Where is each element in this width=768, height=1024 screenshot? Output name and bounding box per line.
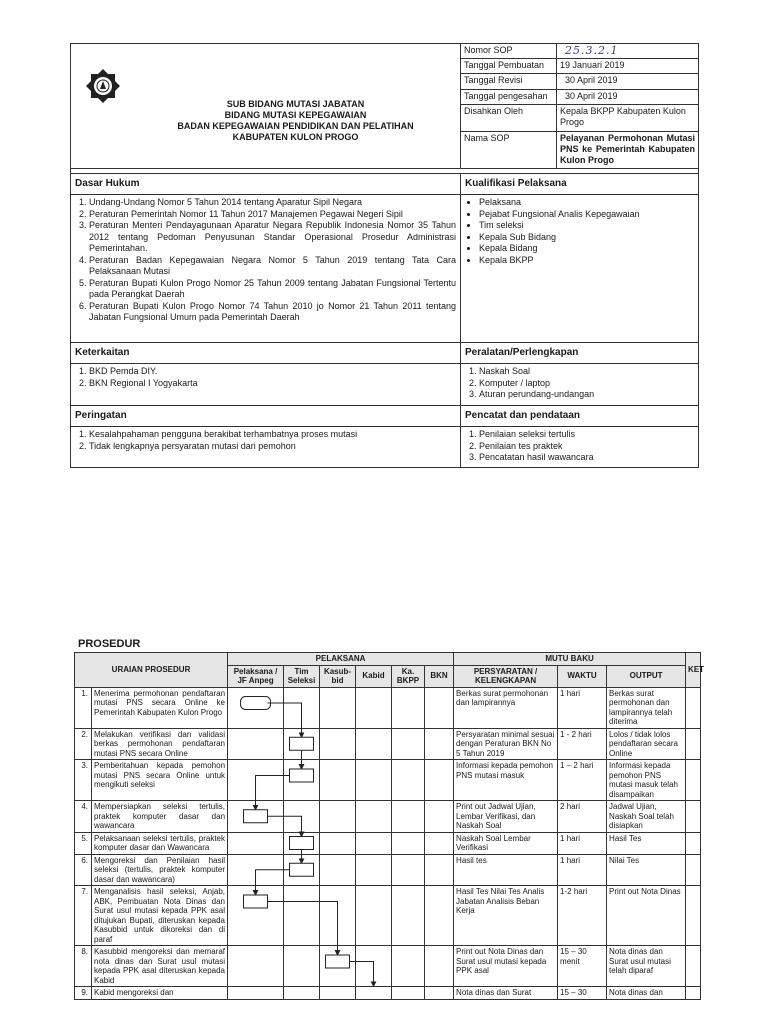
table-row <box>75 687 701 728</box>
lane-cell <box>284 854 320 886</box>
list-item: • Kepala BKPP <box>479 255 694 267</box>
lane-cell <box>228 728 284 760</box>
lane-cell <box>425 760 454 801</box>
col-lane-kasubbid: Kasub-bid <box>320 665 356 687</box>
lane-cell <box>356 946 392 987</box>
field-value-nomor: 25.3.2.1 <box>557 44 699 59</box>
lane-cell <box>284 801 320 833</box>
step-output: Berkas surat permohonan dan lampirannya telah diterima <box>607 687 686 728</box>
lane-cell <box>425 886 454 946</box>
prosedur-title: PROSEDUR <box>78 638 141 650</box>
keterkaitan-list <box>75 366 456 389</box>
step-waktu: 1-2 hari <box>558 886 607 946</box>
step-ket <box>686 854 701 886</box>
field-value-pembuatan: 19 Januari 2019 <box>557 59 699 74</box>
lane-cell <box>392 946 425 987</box>
step-ket <box>686 760 701 801</box>
step-ket <box>686 946 701 987</box>
table-row <box>75 801 701 833</box>
lane-cell <box>320 760 356 801</box>
list-item: 3. Aturan perundang-undangan <box>479 389 694 401</box>
table-row <box>75 987 701 1000</box>
lane-cell <box>425 832 454 854</box>
kualifikasi-list <box>465 197 694 266</box>
step-description: Mempersiapkan seleksi tertulis, praktek komputer dasar dan wawancara <box>92 801 228 833</box>
lane-cell <box>320 886 356 946</box>
lane-cell <box>284 760 320 801</box>
lane-cell <box>392 987 425 1000</box>
step-ket <box>686 886 701 946</box>
lane-cell <box>284 832 320 854</box>
step-description: Kabid mengoreksi dan <box>92 987 228 1000</box>
title-line-2: BIDANG MUTASI KEPEGAWAIAN <box>224 109 367 120</box>
step-waktu: 15 – 30 <box>558 987 607 1000</box>
table-row <box>75 946 701 987</box>
list-item: 6. Peraturan Bupati Kulon Progo Nomor 74 Tahun 2010 jo Nomor 21 Tahun 2011 tentang Jabatan Fungsional Umum pada Pemerintah Daerah <box>89 301 456 324</box>
step-number: 2. <box>75 728 92 760</box>
pencatatan-list <box>465 429 694 464</box>
lane-cell <box>356 687 392 728</box>
list-item: 4. Peraturan Badan Kepegawaian Negara Nomor 5 Tahun 2019 tentang Tata Cara Pelaksanaan Mutasi <box>89 255 456 278</box>
step-ket <box>686 687 701 728</box>
col-pelaksana: PELAKSANA <box>228 653 454 666</box>
lane-cell <box>228 687 284 728</box>
step-number: 6. <box>75 854 92 886</box>
step-persyaratan: Persyaratan minimal sesuai dengan Peraturan BKN No 5 Tahun 2019 <box>454 728 558 760</box>
table-row <box>75 854 701 886</box>
lane-cell <box>228 987 284 1000</box>
list-item: • Pelaksana <box>479 197 694 209</box>
field-label-nomor: Nomor SOP <box>461 44 557 59</box>
list-item: 2. Penilaian tes praktek <box>479 441 694 453</box>
lane-cell <box>320 832 356 854</box>
peralatan-body <box>461 364 699 406</box>
step-output: Lolos / tidak lolos pendaftaran secara Online <box>607 728 686 760</box>
step-persyaratan: Hasil Tes Nilai Tes Analis Jabatan Analisis Beban Kerja <box>454 886 558 946</box>
step-ket <box>686 728 701 760</box>
list-item: 2. Tidak lengkapnya persyaratan mutasi dari pemohon <box>89 441 456 453</box>
step-description: Mengoreksi dan Penilaian hasil seleksi (tertulis, praktek komputer dasar dan wawancara) <box>92 854 228 886</box>
lane-cell <box>284 886 320 946</box>
lane-cell <box>425 728 454 760</box>
step-description: Pemberitahuan kepada pemohon mutasi PNS secara Online untuk mengikuti seleksi <box>92 760 228 801</box>
col-lane-pelaksana: Pelaksana / JF Anpeg <box>228 665 284 687</box>
field-label-revisi: Tanggal Revisi <box>461 74 557 89</box>
step-waktu: 1 hari <box>558 687 607 728</box>
lane-cell <box>320 687 356 728</box>
field-value-disahkan: Kepala BKPP Kabupaten Kulon Progo <box>557 104 699 131</box>
lane-cell <box>228 854 284 886</box>
lane-cell <box>356 854 392 886</box>
peringatan-body <box>71 427 461 468</box>
lane-cell <box>228 886 284 946</box>
step-persyaratan: Hasil tes <box>454 854 558 886</box>
lane-cell <box>356 832 392 854</box>
step-ket <box>686 801 701 833</box>
step-number: 4. <box>75 801 92 833</box>
step-description: Pelaksanaan seleksi tertulis, praktek komputer dasar dan Wawancara <box>92 832 228 854</box>
step-persyaratan: Print out Jadwal Ujian, Lembar Verifikasi, dan Naskah Soal <box>454 801 558 833</box>
step-number: 3. <box>75 760 92 801</box>
list-item: 2. BKN Regional I Yogyakarta <box>89 378 456 390</box>
lane-cell <box>320 946 356 987</box>
field-label-nama-sop: Nama SOP <box>461 132 557 169</box>
title-line-1: SUB BIDANG MUTASI JABATAN <box>226 98 365 109</box>
lane-cell <box>392 886 425 946</box>
step-waktu: 1 hari <box>558 832 607 854</box>
step-waktu: 1 – 2 hari <box>558 760 607 801</box>
title-line-4: KABUPATEN KULON PROGO <box>232 131 359 142</box>
step-number: 7. <box>75 886 92 946</box>
list-item: 1. Undang-Undang Nomor 5 Tahun 2014 tentang Aparatur Sipil Negara <box>89 197 456 209</box>
lane-cell <box>392 760 425 801</box>
lane-cell <box>425 946 454 987</box>
kualifikasi-body <box>461 195 699 343</box>
prosedur-section <box>74 638 705 1024</box>
keterkaitan-body <box>71 364 461 406</box>
dasar-hukum-list <box>75 197 456 324</box>
lane-cell <box>392 801 425 833</box>
prosedur-body <box>75 687 701 999</box>
lane-cell <box>284 687 320 728</box>
list-item: 2. Komputer / laptop <box>479 378 694 390</box>
list-item: 3. Pencatatan hasil wawancara <box>479 452 694 464</box>
step-output: Hasil Tes <box>607 832 686 854</box>
list-item: 1. BKD Pemda DIY. <box>89 366 456 378</box>
lane-cell <box>425 687 454 728</box>
pencatatan-body <box>461 427 699 468</box>
step-description: Menganalisis hasil seleksi, Anjab, ABK, Pembuatan Nota Dinas dan Surat usul mutasi kepada PPK asal ditujukan Bupati, diteruskan kepada Kasubbid untuk dikoreksi dan di paraf <box>92 886 228 946</box>
lane-cell <box>228 760 284 801</box>
step-description: Melakukan verifikasi dan validasi berkas permohonan pendaftaran mutasi PNS secara Online <box>92 728 228 760</box>
peralatan-list <box>465 366 694 401</box>
lane-cell <box>284 946 320 987</box>
institution-title <box>71 44 461 169</box>
step-persyaratan: Informasi kepada pemohon PNS mutasi masuk <box>454 760 558 801</box>
lane-cell <box>425 987 454 1000</box>
field-value-pengesahan: 30 April 2019 <box>557 89 699 104</box>
list-item: 3. Peraturan Menteri Pendayagunaan Aparatur Negara Republik Indonesia Nomor 35 Tahun 2012 tentang Pedoman Penyusunan Standar Operasional Prosedur Administrasi Pemerintahan. <box>89 220 456 255</box>
lane-cell <box>320 854 356 886</box>
step-output: Informasi kepada pemohon PNS mutasi masuk telah disampaikan <box>607 760 686 801</box>
pencatatan-heading: Pencatat dan pendataan <box>461 406 699 427</box>
field-label-pengesahan: Tanggal pengesahan <box>461 89 557 104</box>
table-row <box>75 760 701 801</box>
kulon-progo-emblem-icon <box>85 68 121 104</box>
col-lane-tim-seleksi: Tim Seleksi <box>284 665 320 687</box>
list-item: 5. Peraturan Bupati Kulon Progo Nomor 25 Tahun 2009 tentang Jabatan Fungsional Tertentu pada Perangkat Daerah <box>89 278 456 301</box>
peralatan-heading: Peralatan/Perlengkapan <box>461 343 699 364</box>
field-value-revisi: 30 April 2019 <box>557 74 699 89</box>
step-persyaratan: Print out Nota Dinas dan Surat usul mutasi kepada PPK asal <box>454 946 558 987</box>
step-number: 8. <box>75 946 92 987</box>
step-waktu: 1 hari <box>558 854 607 886</box>
step-output: Nota dinas dan <box>607 987 686 1000</box>
prosedur-table <box>74 652 705 1000</box>
list-item: 2. Peraturan Pemerintah Nomor 11 Tahun 2017 Manajemen Pegawai Negeri Sipil <box>89 209 456 221</box>
step-output: Nilai Tes <box>607 854 686 886</box>
lane-cell <box>425 801 454 833</box>
list-item: • Pejabat Fungsional Analis Kepegawaian <box>479 209 694 221</box>
lane-cell <box>228 946 284 987</box>
step-waktu: 15 – 30 menit <box>558 946 607 987</box>
lane-cell <box>228 832 284 854</box>
lane-cell <box>425 854 454 886</box>
table-row <box>75 832 701 854</box>
peringatan-list <box>75 429 456 452</box>
lane-cell <box>356 760 392 801</box>
lane-cell <box>392 687 425 728</box>
col-persyaratan: PERSYARATAN / KELENGKAPAN <box>454 665 558 687</box>
list-item: 1. Penilaian seleksi tertulis <box>479 429 694 441</box>
col-lane-kabkpp: Ka. BKPP <box>392 665 425 687</box>
lane-cell <box>392 854 425 886</box>
lane-cell <box>392 728 425 760</box>
step-output: Print out Nota Dinas <box>607 886 686 946</box>
lane-cell <box>320 801 356 833</box>
col-mutu-baku: MUTU BAKU <box>454 653 686 666</box>
lane-cell <box>356 801 392 833</box>
col-ket: KET <box>686 653 701 688</box>
step-persyaratan: Naskah Soal Lembar Verifikasi <box>454 832 558 854</box>
col-output: OUTPUT <box>607 665 686 687</box>
step-number: 1. <box>75 687 92 728</box>
list-item: 1. Naskah Soal <box>479 366 694 378</box>
step-description: Kasubbid mengoreksi dan memaraf nota dinas dan Surat usul mutasi kepada PPK asal diteruskan kepada Kabid <box>92 946 228 987</box>
field-label-disahkan: Disahkan Oleh <box>461 104 557 131</box>
step-number: 9. <box>75 987 92 1000</box>
col-lane-kabid: Kabid <box>356 665 392 687</box>
step-output: Nota dinas dan Surat usul mutasi telah diparaf <box>607 946 686 987</box>
dasar-hukum-heading: Dasar Hukum <box>71 174 461 195</box>
step-description: Menerima permohonan pendaftaran mutasi PNS secara Online ke Pemerintah Kabupaten Kulon Progo <box>92 687 228 728</box>
step-persyaratan: Berkas surat permohonan dan lampirannya <box>454 687 558 728</box>
col-waktu: WAKTU <box>558 665 607 687</box>
lane-cell <box>320 728 356 760</box>
field-value-nama-sop: Pelayanan Permohonan Mutasi PNS ke Pemerintah Kabupaten Kulon Progo <box>557 132 699 169</box>
col-uraian: URAIAN PROSEDUR <box>75 653 228 688</box>
list-item: • Kepala Sub Bidang <box>479 232 694 244</box>
step-output: Jadwal Ujian, Naskah Soal telah disiapkan <box>607 801 686 833</box>
prosedur-table-wrap <box>74 652 705 1000</box>
step-number: 5. <box>75 832 92 854</box>
step-waktu: 2 hari <box>558 801 607 833</box>
step-ket <box>686 987 701 1000</box>
dasar-hukum-body <box>71 195 461 343</box>
list-item: 1. Kesalahpahaman pengguna berakibat terhambatnya proses mutasi <box>89 429 456 441</box>
lane-cell <box>356 728 392 760</box>
peringatan-heading: Peringatan <box>71 406 461 427</box>
lane-cell <box>228 801 284 833</box>
title-line-3: BADAN KEPEGAWAIAN PENDIDIKAN DAN PELATIHAN <box>177 120 414 131</box>
sop-header-table <box>70 43 699 169</box>
lane-cell <box>284 987 320 1000</box>
step-persyaratan: Nota dinas dan Surat <box>454 987 558 1000</box>
field-label-pembuatan: Tanggal Pembuatan <box>461 59 557 74</box>
col-lane-bkn: BKN <box>425 665 454 687</box>
lane-cell <box>284 728 320 760</box>
step-ket <box>686 832 701 854</box>
list-item: • Tim seleksi <box>479 220 694 232</box>
sop-header <box>70 43 698 468</box>
list-item: • Kepala Bidang <box>479 243 694 255</box>
lane-cell <box>320 987 356 1000</box>
table-row <box>75 886 701 946</box>
table-row <box>75 728 701 760</box>
lane-cell <box>356 886 392 946</box>
lane-cell <box>356 987 392 1000</box>
sop-sections-table <box>70 168 699 468</box>
lane-cell <box>392 832 425 854</box>
kualifikasi-heading: Kualifikasi Pelaksana <box>461 174 699 195</box>
keterkaitan-heading: Keterkaitan <box>71 343 461 364</box>
step-waktu: 1 - 2 hari <box>558 728 607 760</box>
